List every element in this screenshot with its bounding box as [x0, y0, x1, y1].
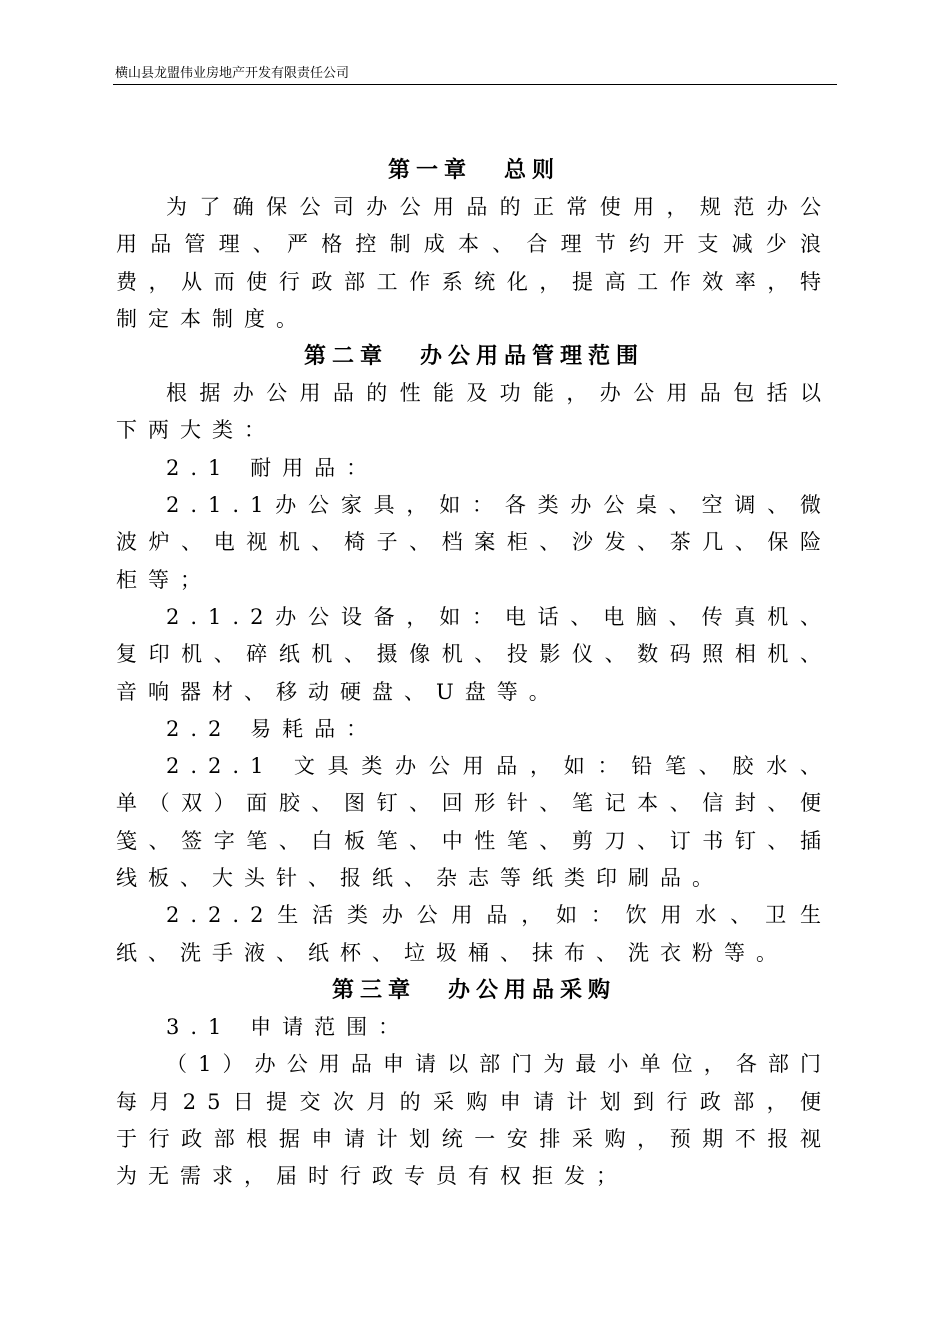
section-2-1-1: 2.1.1办公家具，如：各类办公桌、空调、微波炉、电视机、椅子、档案柜、沙发、茶几、保险柜等；: [116, 493, 832, 592]
document-body: [116, 152, 832, 1195]
chapter-3-heading: [116, 972, 832, 1009]
section-3-1: 3.1 申请范围：: [166, 1014, 411, 1039]
company-name: 横山县龙盟伟业房地产开发有限责任公司: [115, 66, 350, 81]
chapter-1-paragraph: 为了确保公司办公用品的正常使用，规范办公用品管理、严格控制成本、合理节约开支减少浪费，从而使行政部工作系统化，提高工作效率，特制定本制度。: [116, 195, 832, 331]
section-2-2: 2.2 易耗品：: [166, 716, 379, 741]
chapter-2-heading: [116, 338, 832, 375]
chapter-1-heading: [116, 152, 832, 189]
chapter-1-number: 第一章: [387, 158, 472, 183]
section-2-1-2: 2.1.2办公设备，如：电话、电脑、传真机、复印机、碎纸机、摄像机、投影仪、数码照相机、音响器材、移动硬盘、U盘等。: [116, 604, 832, 704]
section-2-1: 2.1 耐用品：: [166, 455, 379, 480]
chapter-3-number: 第三章: [331, 977, 416, 1003]
section-3-1-item-1: （1）办公用品申请以部门为最小单位，各部门每月25日提交次月的采购申请计划到行政部，便于行政部根据申请计划统一安排采购，预期不报视为无需求，届时行政专员有权拒发；: [116, 1052, 832, 1189]
page-header: [113, 62, 837, 85]
chapter-2-title: 办公用品管理范围: [420, 344, 645, 370]
chapter-3-title: 办公用品采购: [448, 977, 617, 1003]
chapter-2-intro: 根据办公用品的性能及功能，办公用品包括以下两大类：: [116, 381, 832, 443]
section-2-2-2: 2.2.2生活类办公用品，如：饮用水、卫生纸、洗手液、纸杯、垃圾桶、抹布、洗衣粉等。: [116, 903, 832, 965]
section-2-2-1: 2.2.1 文具类办公用品，如：铅笔、胶水、单（双）面胶、图钉、回形针、笔记本、信封、便笺、签字笔、白板笔、中性笔、剪刀、订书钉、插线板、大头针、报纸、杂志等纸类印刷品。: [116, 754, 832, 891]
chapter-1-title: 总则: [504, 158, 561, 183]
chapter-2-number: 第二章: [303, 344, 388, 370]
